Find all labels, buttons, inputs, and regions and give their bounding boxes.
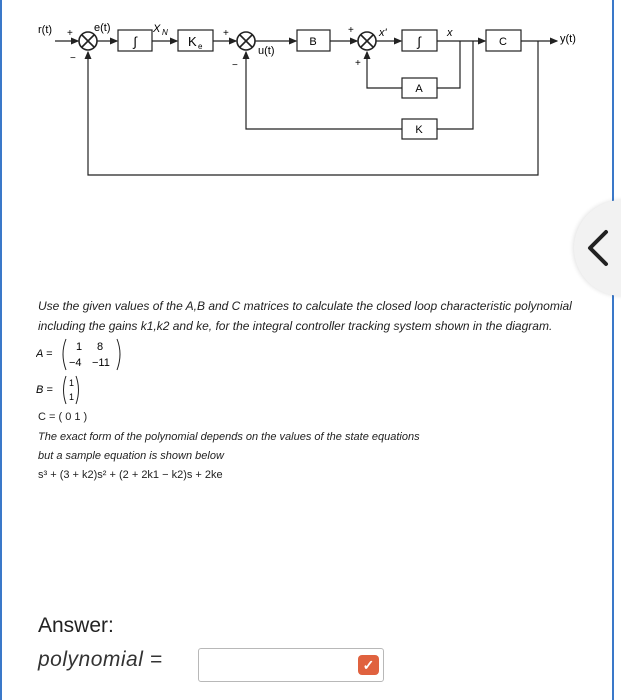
integral-block-2 — [402, 30, 437, 51]
svg-text:C: C — [499, 36, 507, 48]
collapse-panel-tab[interactable] — [574, 200, 621, 296]
integral-block-1 — [118, 30, 152, 51]
summing-junction-3 — [358, 32, 376, 50]
sum1-plus-sign: + — [67, 28, 73, 39]
matrix-a-cell-11: 1 — [76, 341, 83, 353]
matrix-b — [36, 374, 106, 408]
matrix-a-cell-22: −11 — [92, 357, 110, 369]
ke-block — [178, 30, 213, 51]
incorrect-flag-icon: ✓ — [358, 655, 379, 675]
a-block — [402, 78, 437, 98]
block-diagram — [0, 0, 621, 190]
matrix-b-label: B = — [36, 384, 53, 396]
matrix-a — [36, 336, 136, 376]
question-line-2: including the gains k1,k2 and ke, for the integral controller tracking system shown in the diagram. — [38, 319, 553, 333]
signal-u-label: u(t) — [258, 45, 275, 57]
matrix-a-label: A = — [36, 348, 53, 360]
polynomial-answer-input[interactable] — [198, 648, 384, 682]
matrix-c: C = ( 0 1 ) — [38, 411, 88, 423]
matrix-b-cell-1: 1 — [69, 378, 75, 388]
sum3-plus-top-sign: + — [348, 25, 354, 36]
sum2-minus-sign: − — [232, 60, 238, 71]
svg-text:∫: ∫ — [417, 34, 421, 49]
signal-x-label: x — [447, 27, 453, 39]
matrix-a-cell-12: 8 — [97, 341, 104, 353]
matrix-b-cell-2: 1 — [69, 392, 75, 402]
polynomial-label: polynomial = — [38, 648, 163, 671]
summing-junction-1 — [79, 32, 97, 50]
signal-y-label: y(t) — [560, 33, 576, 45]
c-block — [486, 30, 521, 51]
signal-xn-sub: N — [162, 28, 168, 37]
svg-text:e: e — [198, 42, 203, 51]
svg-text:K: K — [415, 124, 423, 136]
sum3-plus-bottom-sign: + — [355, 58, 361, 69]
signal-xn-label: X — [153, 23, 161, 35]
signal-r-label: r(t) — [38, 24, 53, 36]
sum1-minus-sign: − — [70, 53, 76, 64]
chevron-left-icon — [586, 228, 610, 268]
svg-text:B: B — [309, 36, 317, 48]
sum2-plus-sign: + — [223, 28, 229, 39]
note-line-2: but a sample equation is shown below — [38, 450, 224, 462]
svg-text:A: A — [415, 83, 423, 95]
signal-xdot-label: x' — [379, 27, 387, 39]
svg-text:∫: ∫ — [133, 34, 137, 49]
question-line-1: Use the given values of the A,B and C matrices to calculate the closed loop characteristic polynomial — [38, 299, 572, 313]
svg-text:K: K — [188, 34, 197, 49]
sample-equation: s³ + (3 + k2)s² + (2 + 2k1 − k2)s + 2ke — [38, 469, 223, 481]
signal-e-label: e(t) — [94, 22, 111, 34]
matrix-a-cell-21: −4 — [69, 357, 82, 369]
signal-wires — [55, 41, 557, 175]
note-line-1: The exact form of the polynomial depends on the values of the state equations — [38, 431, 420, 443]
answer-heading: Answer: — [38, 614, 114, 637]
k-block — [402, 119, 437, 139]
summing-junction-2 — [237, 32, 255, 50]
question-text — [38, 296, 594, 336]
b-block — [297, 30, 330, 51]
